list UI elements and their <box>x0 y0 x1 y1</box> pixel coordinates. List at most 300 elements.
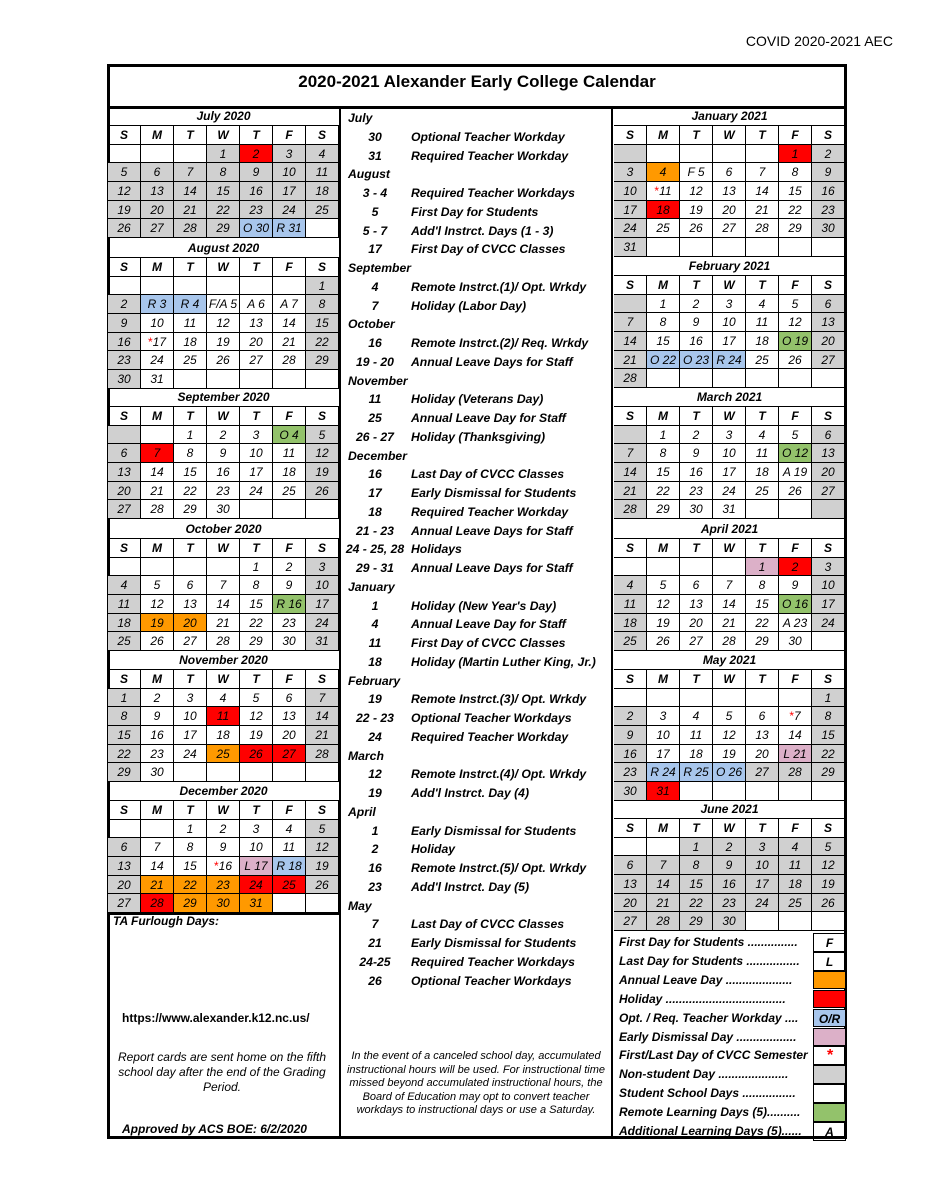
day-cell <box>812 782 845 801</box>
day-cell: 24 <box>614 219 647 238</box>
day-cell: 27 <box>108 894 141 913</box>
day-cell: 21 <box>174 201 207 220</box>
weekday-header: F <box>273 801 306 820</box>
day-cell: 20 <box>812 463 845 482</box>
day-cell: 25 <box>306 201 339 220</box>
event-row: 2 Holiday <box>371 842 456 857</box>
weekday-header: T <box>174 801 207 820</box>
legend-swatch: A <box>813 1122 846 1141</box>
day-cell: 15 <box>108 726 141 745</box>
day-cell: 29 <box>108 763 141 782</box>
legend-swatch <box>813 1028 846 1047</box>
day-cell <box>614 838 647 857</box>
event-month-heading: March <box>348 748 384 763</box>
day-cell: *17 <box>141 333 174 352</box>
day-cell: 19 <box>306 463 339 482</box>
day-cell: 9 <box>812 163 845 182</box>
day-cell: 12 <box>306 444 339 463</box>
weekday-header: T <box>746 276 779 295</box>
day-cell: 3 <box>306 558 339 577</box>
day-cell: 18 <box>614 614 647 633</box>
day-cell <box>108 145 141 164</box>
weekday-header: S <box>108 539 141 558</box>
month-title: April 2021 <box>614 521 845 539</box>
event-month-heading: August <box>348 167 390 182</box>
event-month-heading: September <box>348 261 411 275</box>
day-cell: 6 <box>614 856 647 875</box>
day-cell <box>174 145 207 164</box>
day-cell <box>207 370 240 389</box>
day-cell: 7 <box>614 313 647 332</box>
weekday-header: M <box>141 801 174 820</box>
legend-row: Student School Days ................ <box>614 1084 845 1103</box>
day-cell: 11 <box>746 444 779 463</box>
legend-row: Opt. / Req. Teacher Workday .... O/R <box>614 1009 845 1028</box>
day-cell: 6 <box>174 576 207 595</box>
day-cell: 26 <box>779 351 812 370</box>
day-cell: 10 <box>306 576 339 595</box>
day-cell: 12 <box>812 856 845 875</box>
day-cell: 28 <box>779 763 812 782</box>
day-cell: R 31 <box>273 219 306 238</box>
day-cell: A 19 <box>779 463 812 482</box>
day-cell: 9 <box>207 838 240 857</box>
day-cell: 7 <box>207 576 240 595</box>
day-cell: 18 <box>306 182 339 201</box>
legend-swatch: F <box>813 933 846 952</box>
weekday-header: T <box>680 670 713 689</box>
page-title: 2020-2021 Alexander Early College Calendar <box>107 64 847 109</box>
day-cell <box>713 689 746 708</box>
event-month-heading: December <box>348 448 407 463</box>
day-cell <box>141 277 174 296</box>
month-calendar <box>614 389 845 519</box>
month-title: December 2020 <box>108 783 339 801</box>
day-cell: 18 <box>647 201 680 220</box>
day-cell: 30 <box>141 763 174 782</box>
day-cell: 4 <box>647 163 680 182</box>
day-cell: 12 <box>713 726 746 745</box>
day-cell: 17 <box>273 182 306 201</box>
day-cell: 10 <box>240 444 273 463</box>
event-month-heading: January <box>348 579 395 594</box>
day-cell: 1 <box>174 820 207 839</box>
day-cell <box>680 238 713 257</box>
day-cell: 17 <box>746 875 779 894</box>
column-divider <box>611 108 613 1139</box>
day-cell: 14 <box>141 463 174 482</box>
weekday-header: W <box>713 407 746 426</box>
day-cell: 8 <box>240 576 273 595</box>
day-cell <box>812 632 845 651</box>
day-cell: 9 <box>680 313 713 332</box>
day-cell <box>779 238 812 257</box>
weekday-header: W <box>207 407 240 426</box>
day-cell: 31 <box>240 894 273 913</box>
day-cell: 29 <box>174 500 207 519</box>
day-cell: 3 <box>647 707 680 726</box>
day-cell: 9 <box>779 576 812 595</box>
day-cell <box>273 500 306 519</box>
day-cell: 13 <box>746 726 779 745</box>
day-cell: 2 <box>141 689 174 708</box>
day-cell: 25 <box>614 632 647 651</box>
day-cell: 16 <box>812 182 845 201</box>
day-cell: 29 <box>647 500 680 519</box>
day-cell: 22 <box>306 333 339 352</box>
day-cell: 7 <box>174 163 207 182</box>
day-cell: 29 <box>240 632 273 651</box>
day-cell: 3 <box>240 820 273 839</box>
day-cell: 26 <box>108 219 141 238</box>
weekday-header: T <box>174 407 207 426</box>
day-cell: 15 <box>680 875 713 894</box>
day-cell: 12 <box>207 314 240 333</box>
day-cell: 6 <box>273 689 306 708</box>
day-cell: 18 <box>779 875 812 894</box>
day-cell: 5 <box>108 163 141 182</box>
day-cell: 9 <box>680 444 713 463</box>
day-cell: 4 <box>779 838 812 857</box>
day-cell: 14 <box>713 595 746 614</box>
weekday-header: W <box>207 801 240 820</box>
day-cell: 22 <box>680 894 713 913</box>
day-cell: 8 <box>306 295 339 314</box>
legend-swatch <box>813 990 846 1009</box>
event-row: 1 Holiday (New Year's Day) <box>371 598 557 613</box>
day-cell: 1 <box>306 277 339 296</box>
day-cell: 16 <box>141 726 174 745</box>
day-cell: 31 <box>614 238 647 257</box>
weekday-header: T <box>746 407 779 426</box>
day-cell <box>746 369 779 388</box>
day-cell: 6 <box>108 838 141 857</box>
weekday-header: S <box>614 276 647 295</box>
weekday-header: S <box>812 539 845 558</box>
day-cell: 11 <box>174 314 207 333</box>
day-cell: O 26 <box>713 763 746 782</box>
day-cell: 26 <box>647 632 680 651</box>
day-cell: 22 <box>779 201 812 220</box>
day-cell: 19 <box>207 333 240 352</box>
event-row: 12 Remote Instrct.(4)/ Opt. Wrkdy <box>368 767 587 782</box>
event-row: 24 - 25, 28 Holidays <box>345 542 462 557</box>
weekday-header: M <box>141 670 174 689</box>
day-cell: 18 <box>746 332 779 351</box>
day-cell: 2 <box>240 145 273 164</box>
legend-swatch: O/R <box>813 1009 846 1028</box>
day-cell: 2 <box>108 295 141 314</box>
weekday-header: W <box>713 126 746 145</box>
day-cell: 21 <box>647 894 680 913</box>
day-cell: 21 <box>614 482 647 501</box>
weekday-header: F <box>779 539 812 558</box>
day-cell: 8 <box>174 838 207 857</box>
day-cell: 19 <box>680 201 713 220</box>
day-cell: 9 <box>108 314 141 333</box>
event-month-heading: July <box>348 111 373 125</box>
day-cell: A 6 <box>240 295 273 314</box>
day-cell <box>614 295 647 314</box>
day-cell: 3 <box>746 838 779 857</box>
day-cell: 7 <box>306 689 339 708</box>
day-cell: 23 <box>273 614 306 633</box>
day-cell: 10 <box>812 576 845 595</box>
event-row: 16 Remote Instrct.(2)/ Req. Wrkdy <box>368 336 589 350</box>
weekday-header: F <box>273 539 306 558</box>
day-cell: 16 <box>680 332 713 351</box>
day-cell: 3 <box>174 689 207 708</box>
day-cell <box>174 763 207 782</box>
month-title: August 2020 <box>108 240 339 258</box>
day-cell: 7 <box>141 444 174 463</box>
day-cell: 11 <box>207 707 240 726</box>
day-cell: 17 <box>240 463 273 482</box>
day-cell: 7 <box>746 163 779 182</box>
day-cell: 28 <box>746 219 779 238</box>
day-cell: 5 <box>779 426 812 445</box>
day-cell: 9 <box>273 576 306 595</box>
day-cell: 27 <box>746 763 779 782</box>
day-cell: 13 <box>141 182 174 201</box>
event-row: 16 Last Day of CVCC Classes <box>368 467 565 482</box>
day-cell: 5 <box>779 295 812 314</box>
weekday-header: T <box>174 539 207 558</box>
month-title: October 2020 <box>108 521 339 539</box>
event-row: 21 - 23 Annual Leave Days for Staff <box>356 523 573 538</box>
day-cell: R 16 <box>273 595 306 614</box>
day-cell: 1 <box>240 558 273 577</box>
day-cell: 29 <box>680 912 713 931</box>
day-cell <box>108 820 141 839</box>
day-cell <box>240 370 273 389</box>
day-cell: 22 <box>108 745 141 764</box>
event-row: 18 Required Teacher Workday <box>368 504 569 519</box>
day-cell: 19 <box>306 857 339 876</box>
day-cell: 30 <box>273 632 306 651</box>
report-cards-note: Report cards are sent home on the fifth school day after the end of the Grading Period. <box>117 1050 327 1094</box>
day-cell: 12 <box>141 595 174 614</box>
event-row: 16 Remote Instrct.(5)/ Opt. Wrkdy <box>368 861 587 875</box>
day-cell: 23 <box>812 201 845 220</box>
day-cell: 20 <box>108 876 141 895</box>
day-cell: O 30 <box>240 219 273 238</box>
legend-swatch <box>813 971 846 990</box>
day-cell: 15 <box>746 595 779 614</box>
day-cell <box>680 145 713 164</box>
day-cell: 28 <box>614 500 647 519</box>
legend-row: First Day for Students ............... F <box>614 933 845 952</box>
weekday-header: F <box>779 126 812 145</box>
day-cell <box>713 145 746 164</box>
day-cell: 10 <box>614 182 647 201</box>
weekday-header: F <box>779 670 812 689</box>
day-cell: 29 <box>779 219 812 238</box>
weekday-header: S <box>812 819 845 838</box>
day-cell <box>273 763 306 782</box>
weekday-header: F <box>273 407 306 426</box>
day-cell: 23 <box>207 876 240 895</box>
day-cell: 5 <box>141 576 174 595</box>
day-cell: 9 <box>614 726 647 745</box>
event-row: 11 First Day of CVCC Classes <box>368 636 566 650</box>
event-row: 19 Remote Instrct.(3)/ Opt. Wrkdy <box>368 692 587 707</box>
day-cell <box>647 369 680 388</box>
day-cell <box>680 782 713 801</box>
day-cell <box>680 558 713 577</box>
day-cell: 14 <box>614 332 647 351</box>
legend-row: Annual Leave Day .................... <box>614 971 845 990</box>
event-row: 5 First Day for Students <box>371 204 539 219</box>
day-cell: 23 <box>141 745 174 764</box>
day-cell: 20 <box>174 614 207 633</box>
month-calendar <box>614 108 845 257</box>
day-cell <box>680 689 713 708</box>
legend-swatch: L <box>813 952 846 971</box>
day-cell: 5 <box>240 689 273 708</box>
day-cell: 31 <box>647 782 680 801</box>
day-cell: 16 <box>108 333 141 352</box>
day-cell: 1 <box>812 689 845 708</box>
day-cell: 2 <box>207 426 240 445</box>
day-cell: 13 <box>108 463 141 482</box>
day-cell: 24 <box>141 351 174 370</box>
day-cell <box>746 912 779 931</box>
weekday-header: M <box>647 539 680 558</box>
day-cell: 8 <box>812 707 845 726</box>
day-cell: 21 <box>141 876 174 895</box>
day-cell <box>779 689 812 708</box>
day-cell: 3 <box>713 426 746 445</box>
day-cell: 9 <box>240 163 273 182</box>
day-cell: 15 <box>647 332 680 351</box>
day-cell: 9 <box>141 707 174 726</box>
day-cell: 11 <box>746 313 779 332</box>
month-calendar <box>614 801 845 931</box>
day-cell: 5 <box>306 820 339 839</box>
day-cell <box>240 500 273 519</box>
event-row: 17 Early Dismissal for Students <box>368 486 577 500</box>
day-cell: 26 <box>306 876 339 895</box>
month-title: July 2020 <box>108 108 339 126</box>
day-cell: 15 <box>240 595 273 614</box>
day-cell: F 5 <box>680 163 713 182</box>
day-cell: 10 <box>746 856 779 875</box>
approval-note: Approved by ACS BOE: 6/2/2020 <box>122 1122 307 1136</box>
day-cell: 16 <box>207 463 240 482</box>
day-cell: 27 <box>108 500 141 519</box>
event-row: 7 Holiday (Labor Day) <box>371 298 527 313</box>
day-cell <box>647 238 680 257</box>
event-row: 4 Remote Instrct.(1)/ Opt. Wrkdy <box>371 279 587 294</box>
day-cell: 7 <box>713 576 746 595</box>
day-cell: 2 <box>812 145 845 164</box>
day-cell: 28 <box>614 369 647 388</box>
day-cell: 11 <box>108 595 141 614</box>
website-link[interactable]: https://www.alexander.k12.nc.us/ <box>122 1011 310 1025</box>
day-cell: 3 <box>273 145 306 164</box>
month-calendar <box>614 652 845 801</box>
weekday-header: F <box>779 819 812 838</box>
day-cell: 12 <box>680 182 713 201</box>
day-cell: F/A 5 <box>207 295 240 314</box>
day-cell: 24 <box>240 482 273 501</box>
day-cell: *11 <box>647 182 680 201</box>
day-cell: 25 <box>174 351 207 370</box>
weekday-header: S <box>108 126 141 145</box>
day-cell <box>240 277 273 296</box>
day-cell <box>141 820 174 839</box>
day-cell: 29 <box>174 894 207 913</box>
day-cell: 11 <box>779 856 812 875</box>
day-cell: 14 <box>174 182 207 201</box>
weekday-header: S <box>614 670 647 689</box>
day-cell: 2 <box>207 820 240 839</box>
day-cell: 18 <box>746 463 779 482</box>
day-cell: 26 <box>141 632 174 651</box>
month-calendar <box>108 521 339 651</box>
day-cell: 6 <box>746 707 779 726</box>
day-cell: 8 <box>680 856 713 875</box>
column-divider <box>339 108 341 1139</box>
legend-swatch <box>813 1084 846 1103</box>
day-cell: 4 <box>614 576 647 595</box>
legend-row: Last Day for Students ................ L <box>614 952 845 971</box>
weekday-header: W <box>207 258 240 277</box>
weekday-header: W <box>207 539 240 558</box>
weekday-header: W <box>207 126 240 145</box>
day-cell: 4 <box>273 820 306 839</box>
day-cell: 21 <box>141 482 174 501</box>
day-cell <box>614 558 647 577</box>
event-row: 23 Add'l Instrct. Day (5) <box>368 879 530 894</box>
event-row: 21 Early Dismissal for Students <box>368 936 577 950</box>
day-cell: R 3 <box>141 295 174 314</box>
weekday-header: T <box>746 670 779 689</box>
day-cell <box>108 558 141 577</box>
day-cell: 31 <box>306 632 339 651</box>
day-cell: 1 <box>746 558 779 577</box>
day-cell <box>174 558 207 577</box>
day-cell: 13 <box>273 707 306 726</box>
day-cell: O 19 <box>779 332 812 351</box>
day-cell: 29 <box>812 763 845 782</box>
weekday-header: S <box>306 801 339 820</box>
day-cell: 14 <box>647 875 680 894</box>
day-cell: 11 <box>273 444 306 463</box>
weekday-header: W <box>713 276 746 295</box>
weekday-header: T <box>746 126 779 145</box>
day-cell: 16 <box>614 745 647 764</box>
day-cell: 28 <box>141 894 174 913</box>
day-cell: 11 <box>614 595 647 614</box>
month-calendar <box>108 783 339 913</box>
day-cell: 22 <box>746 614 779 633</box>
day-cell: 18 <box>273 463 306 482</box>
weekday-header: S <box>306 258 339 277</box>
event-row: 17 First Day of CVCC Classes <box>368 242 566 257</box>
weekday-header: T <box>240 407 273 426</box>
weekday-header: T <box>680 126 713 145</box>
day-cell: 24 <box>273 201 306 220</box>
day-cell: 20 <box>141 201 174 220</box>
day-cell: 21 <box>614 351 647 370</box>
day-cell: 26 <box>680 219 713 238</box>
day-cell: 7 <box>647 856 680 875</box>
day-cell: 26 <box>207 351 240 370</box>
legend-row: Non-student Day ..................... <box>614 1065 845 1084</box>
day-cell: 1 <box>207 145 240 164</box>
